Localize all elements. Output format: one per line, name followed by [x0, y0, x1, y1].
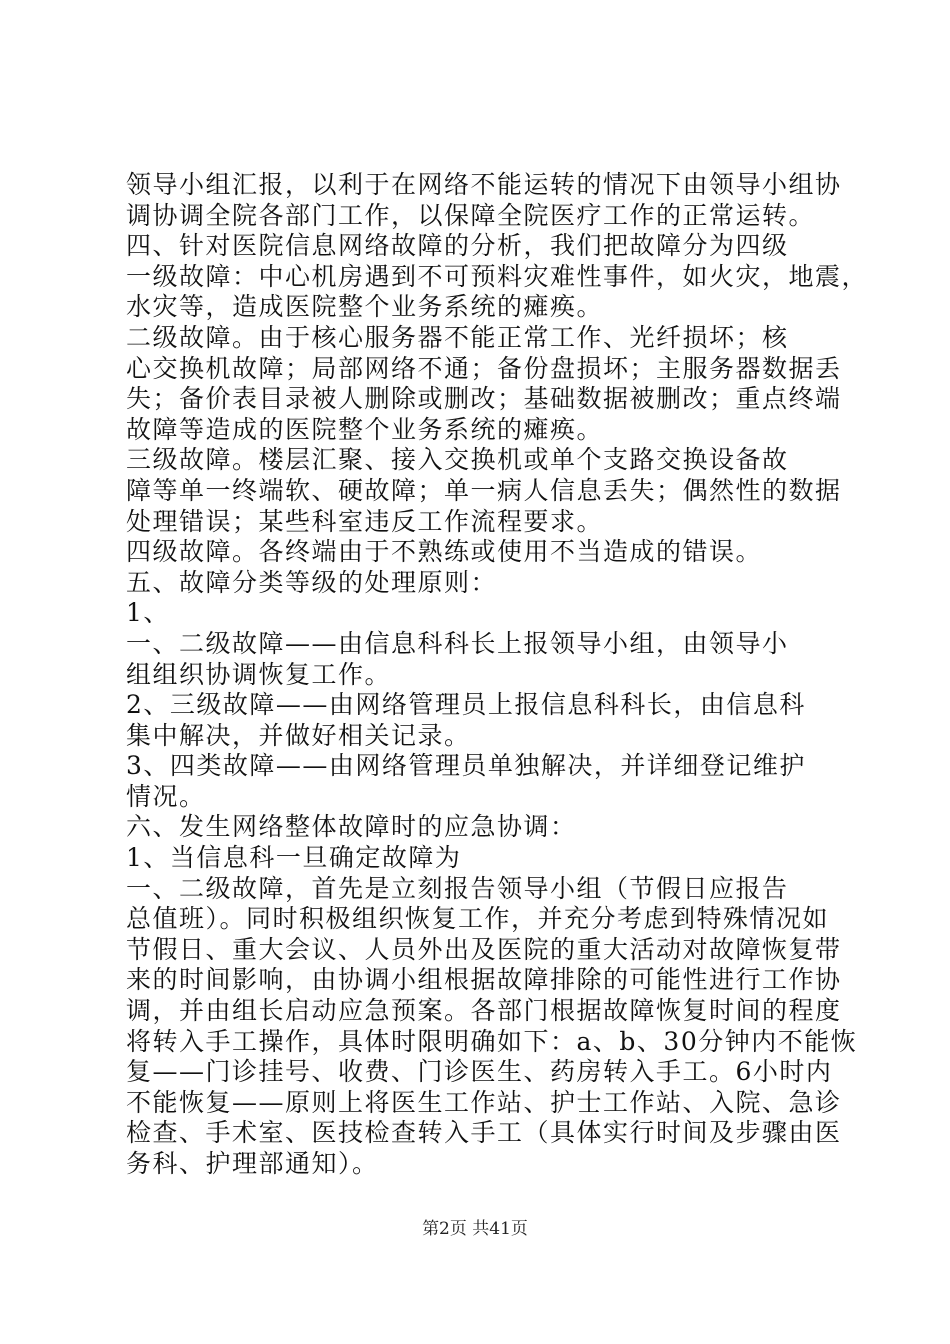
text-line: 一级故障：中心机房遇到不可预料灾难性事件，如火灾，地震， [126, 261, 869, 291]
text-line: 集中解决，并做好相关记录。 [126, 720, 471, 750]
text-line: 障等单一终端软、硬故障；单一病人信息丢失；偶然性的数据 [126, 475, 842, 505]
text-line: 2、三级故障——由网络管理员上报信息科科长，由信息科 [126, 690, 806, 720]
text-line: 一、二级故障，首先是立刻报告领导小组（节假日应报告 [126, 873, 789, 903]
text-line: 总值班）。同时积极组织恢复工作，并充分考虑到特殊情况如 [126, 904, 830, 934]
text-line: 六、发生网络整体故障时的应急协调： [126, 812, 577, 842]
text-line: 领导小组汇报，以利于在网络不能运转的情况下由领导小组协 [126, 170, 842, 199]
text-line: 务科、护理部通知）。 [126, 1149, 379, 1178]
text-line: 失；备价表目录被人删除或删改；基础数据被删改；重点终端 [126, 384, 842, 414]
text-line: 来的时间影响，由协调小组根据故障排除的可能性进行工作协 [126, 965, 842, 995]
text-line: 心交换机故障；局部网络不通；备份盘损坏；主服务器数据丢 [126, 353, 842, 383]
text-line: 1、 [126, 598, 170, 628]
text-line: 五、故障分类等级的处理原则： [126, 567, 498, 597]
text-line: 水灾等，造成医院整个业务系统的瘫痪。 [126, 292, 604, 322]
text-line: 复——门诊挂号、收费、门诊医生、药房转入手工。6小时内 [126, 1057, 833, 1087]
text-line: 调协调全院各部门工作，以保障全院医疗工作的正常运转。 [126, 200, 816, 230]
text-line: 将转入手工操作，具体时限明确如下：a、b、30分钟内不能恢 [126, 1026, 858, 1056]
text-line: 检查、手术室、医技检查转入手工（具体实行时间及步骤由医 [126, 1118, 842, 1148]
document-body [126, 170, 869, 1180]
text-line: 组组织协调恢复工作。 [126, 659, 392, 689]
text-line: 不能恢复——原则上将医生工作站、护士工作站、入院、急诊 [126, 1087, 842, 1117]
text-line: 1、当信息科一旦确定故障为 [126, 843, 462, 873]
text-line: 三级故障。楼层汇聚、接入交换机或单个支路交换设备故 [126, 445, 789, 475]
text-line: 节假日、重大会议、人员外出及医院的重大活动对故障恢复带 [126, 934, 842, 964]
text-line: 处理错误；某些科室违反工作流程要求。 [126, 506, 604, 536]
text-line: 四级故障。各终端由于不熟练或使用不当造成的错误。 [126, 537, 763, 567]
page-number-footer: 第2页 共41页 [422, 1219, 528, 1239]
text-line: 3、四类故障——由网络管理员单独解决，并详细登记维护 [126, 751, 806, 781]
text-line: 二级故障。由于核心服务器不能正常工作、光纤损坏；核 [126, 322, 789, 352]
text-line: 一、二级故障——由信息科科长上报领导小组，由领导小 [126, 628, 789, 658]
text-line: 情况。 [126, 781, 206, 811]
text-line: 故障等造成的医院整个业务系统的瘫痪。 [126, 414, 604, 444]
text-line: 调，并由组长启动应急预案。各部门根据故障恢复时间的程度 [126, 996, 842, 1026]
text-line: 四、针对医院信息网络故障的分析，我们把故障分为四级 [126, 231, 789, 261]
